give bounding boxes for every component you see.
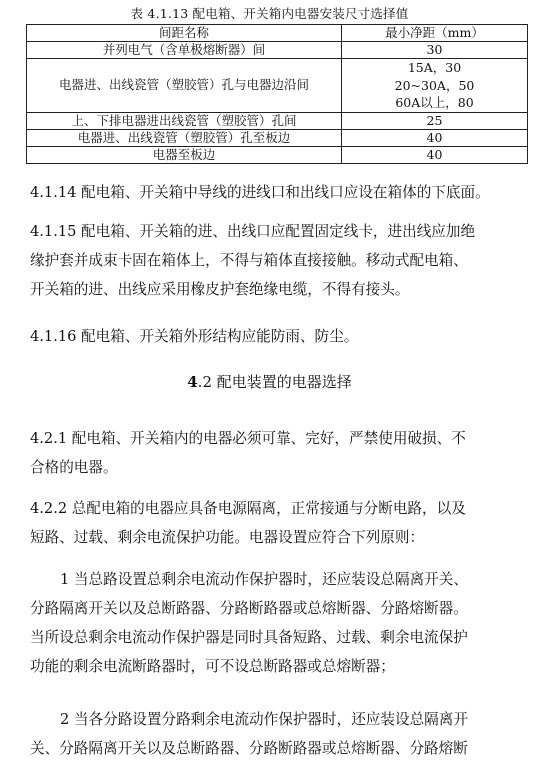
row-name: 并列电气（含单极熔断器）间: [27, 42, 342, 59]
section-heading: [0, 371, 539, 393]
text-line: 合格的电器。: [30, 459, 118, 476]
row-value: 20~30A，50: [394, 77, 475, 93]
paragraph-4-1-15: [30, 217, 516, 304]
text-line: 分路隔离开关以及总断路器、分路断路器或总熔断器、分路熔断器。: [30, 600, 468, 617]
section-number: 4: [187, 373, 198, 391]
section-title: .2 配电装置的电器选择: [197, 373, 352, 391]
row-value: 60A以上，80: [395, 95, 474, 110]
row-name: 电器进、出线瓷管（塑胶管）孔至板边: [27, 129, 342, 146]
text-line: 4.2.2 总配电箱的电器应具备电源隔离，正常接通与分断电路，以及: [30, 500, 466, 517]
row-value: 40: [342, 146, 528, 163]
row-name: 电器进、出线瓷管（塑胶管）孔与电器边沿间: [27, 59, 342, 113]
table-caption: 表 4.1.13 配电箱、开关箱内电器安装尺寸选择值: [130, 6, 409, 21]
text-line: 4.1.16 配电箱、开关箱外形结构应能防雨、防尘。: [30, 328, 359, 345]
text-line: 关、分路隔离开关以及总断路器、分路断路器或总熔断器、分路熔断: [30, 740, 468, 757]
spec-table: [26, 24, 528, 164]
paragraph-4-1-14: [30, 178, 516, 207]
row-value: 25: [342, 112, 528, 129]
table-row: [27, 129, 528, 146]
row-value: 15A，30: [407, 60, 462, 75]
table-header-row: [27, 25, 528, 42]
text-line: 短路、过载、剩余电流保护功能。电器设置应符合下列原则：: [30, 529, 425, 546]
row-value: 40: [342, 129, 528, 146]
text-line: 当所设总剩余电流动作保护器是同时具备短路、过载、剩余电流保护: [30, 629, 468, 646]
row-name: 上、下排电器进出线瓷管（塑胶管）孔间: [27, 112, 342, 129]
table-row: [27, 42, 528, 59]
row-values: [342, 59, 528, 113]
text-line: 4.1.14 配电箱、开关箱中导线的进线口和出线口应设在箱体的下底面。: [30, 184, 490, 201]
row-value: 30: [342, 42, 528, 59]
row-name: 电器至板边: [27, 146, 342, 163]
paragraph-4-1-16: [30, 322, 516, 351]
text-line: 4.1.15 配电箱、开关箱的进、出线口应配置固定线卡，进出线应加绝: [30, 223, 476, 240]
header-min-clearance: 最小净距（mm）: [342, 25, 528, 42]
list-item-1: [30, 565, 516, 681]
table-row: [27, 146, 528, 163]
text-line: 功能的剩余电流断路器时，可不设总断路器或总熔断器；: [30, 658, 395, 675]
text-line: 缘护套并成束卡固在箱体上，不得与箱体直接接触。移动式配电箱、: [30, 252, 468, 269]
list-item-2: [30, 705, 516, 763]
header-spacing-name: 间距名称: [27, 25, 342, 42]
text-line: 4.2.1 配电箱、开关箱内的电器必须可靠、完好，严禁使用破损、不: [30, 430, 466, 447]
text-line: 1 当总路设置总剩余电流动作保护器时，还应装设总隔离开关、: [60, 571, 468, 588]
paragraph-4-2-2: [30, 494, 516, 552]
text-line: 开关箱的进、出线应采用橡皮护套绝缘电缆，不得有接头。: [30, 281, 410, 298]
table-row: [27, 59, 528, 113]
paragraph-4-2-1: [30, 424, 516, 482]
text-line: 2 当各分路设置分路剩余电流动作保护器时，还应装设总隔离开: [60, 711, 468, 728]
table-row: [27, 112, 528, 129]
